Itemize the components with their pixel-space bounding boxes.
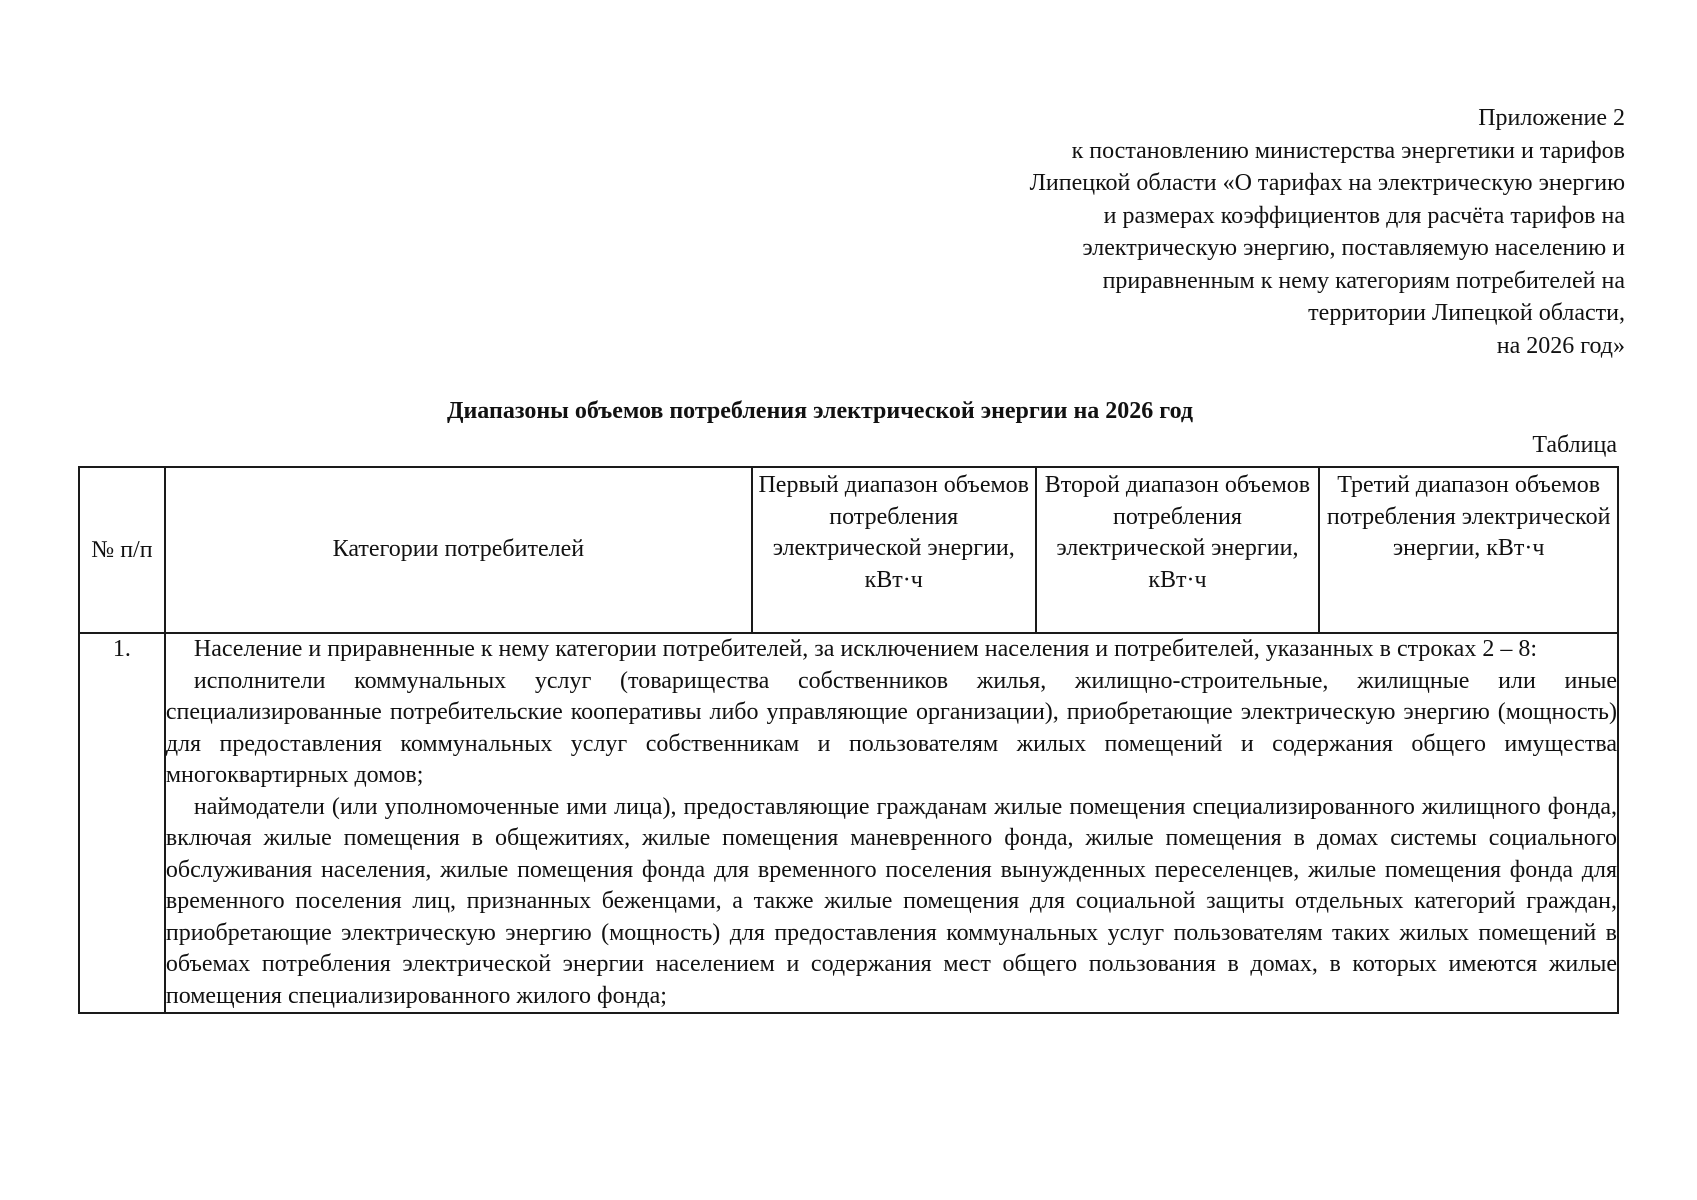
appendix-line: на 2026 год» <box>1496 332 1625 359</box>
header-num: № п/п <box>79 467 165 633</box>
header-range-1: Первый диапазон объемов потребления электрической энергии, кВт·ч <box>752 467 1036 633</box>
table-row <box>79 633 1618 1013</box>
header-range-2: Второй диапазон объемов потребления электрической энергии, кВт·ч <box>1036 467 1320 633</box>
category-paragraph: наймодатели (или уполномоченные ими лица), предоставляющие гражданам жилые помещения специализированного жилищного фонда, включая жилые помещения в общежитиях, жилые помещения маневренного фонда, жилые помещения в домах системы социального обслуживания населения, жилые помещения фонда для временного поселения вынужденных переселенцев, жилые помещения фонда для временного поселения лиц, признанных беженцами, а также жилые помещения для социальной защиты отдельных категорий граждан, приобретающие электрическую энергию (мощность) для предоставления коммунальных услуг пользователям таких жилых помещений в объемах потребления электрической энергии населением и содержания мест общего пользования в домах, в которых имеются жилые помещения специализированного жилого фонда; <box>165 793 1617 1009</box>
header-category: Категории потребителей <box>165 467 752 633</box>
row-category-text <box>165 633 1618 1013</box>
table-label: Таблица <box>1532 432 1617 458</box>
appendix-line: приравненным к нему категориям потребителей на <box>1102 267 1625 294</box>
appendix-line: территории Липецкой области, <box>1308 300 1625 326</box>
appendix-header <box>805 102 1625 362</box>
category-paragraph: Население и приравненные к нему категории потребителей, за исключением населения и потребителей, указанных в строках 2 – 8: <box>193 636 1537 662</box>
table-header-row <box>79 467 1618 633</box>
appendix-line: и размерах коэффициентов для расчёта тарифов на <box>1103 202 1625 229</box>
appendix-line: к постановлению министерства энергетики и тарифов <box>1071 137 1625 164</box>
category-paragraph: исполнители коммунальных услуг (товарищества собственников жилья, жилищно-строительные, жилищные или иные специализированные потребительские кооперативы либо управляющие организации), приобретающие электрическую энергию (мощность) для предоставления коммунальных услуг собственникам и пользователям жилых помещений и содержания общего имущества многоквартирных домов; <box>165 667 1617 788</box>
row-number: 1. <box>79 633 165 1013</box>
appendix-line: Липецкой области «О тарифах на электрическую энергию <box>1029 170 1625 196</box>
appendix-line: электрическую энергию, поставляемую населению и <box>1082 235 1625 261</box>
appendix-line: Приложение 2 <box>1478 105 1625 131</box>
header-range-3: Третий диапазон объемов потребления электрической энергии, кВт·ч <box>1319 467 1618 633</box>
document-title: Диапазоны объемов потребления электрической энергии на 2026 год <box>446 398 1194 424</box>
consumption-ranges-table <box>78 466 1619 1014</box>
